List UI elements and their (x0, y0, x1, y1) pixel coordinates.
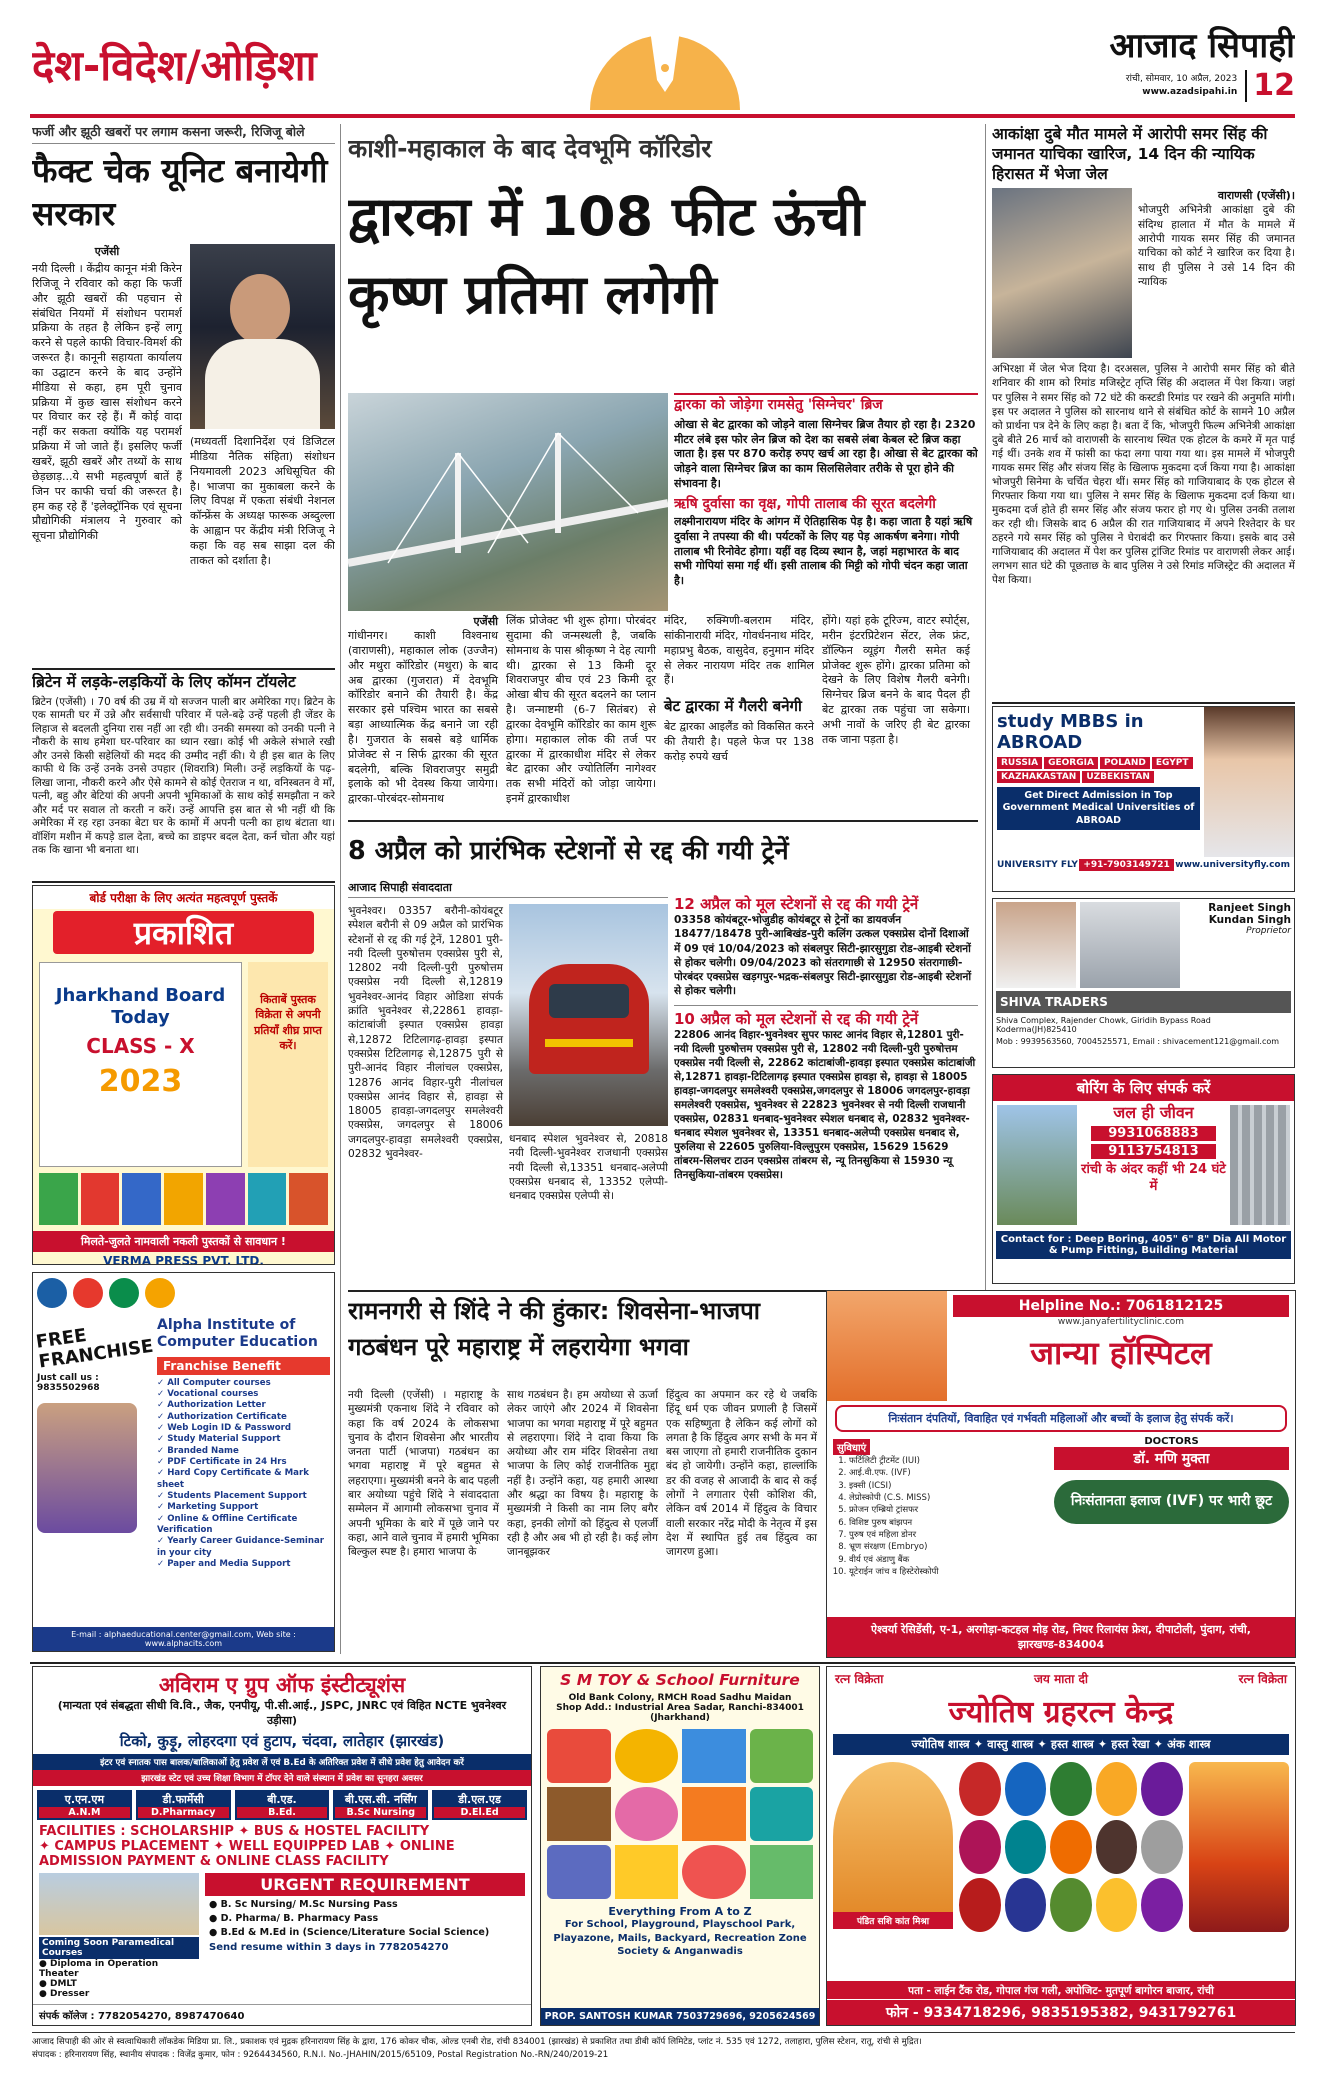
janya-address: ऐश्वर्या रेसिडेंसी, ए-1, अरगोड़ा-कटहल मोड़ रोड, नियर रिलायंस फ्रेश, दीपाटोली, पुंदाग, रांची, झारखण्ड-834004 (827, 1617, 1295, 1657)
pandit-name: पंडित सशि कांत मिश्रा (833, 1912, 953, 1929)
country-badge: RUSSIA (997, 757, 1042, 769)
facility-item: 9. वीर्य एवं अंडाणु बैंक (849, 1554, 1048, 1566)
gemstones (959, 1762, 1183, 1932)
jyotish-left: रत्न विक्रेता (835, 1672, 884, 1686)
box1-body: 03358 कोयंबटूर-भोजुडीह कोयंबटूर से ट्रेनों का डायवर्जन 18477/18478 पुरी-आबिखंड-पुरी कलिंग उत्कल एक्सप्रेस दोनों दिशाओं में 09 एवं 10/04/2023 को संबलपुर सिटी-झारसुगुडा रोड-आइबी स्टेशनों से होकर चलेगी। 09/04/2023 को संतरागाछी से 12950 संतरागाछी-पोरबंदर एक्सप्रेस खड़गपुर-भद्रक-संबलपुर सिटी-झारसुगुडा रोड-आइबी स्टेशनों से होकर चलेगी। (674, 914, 972, 998)
shivsena-headline: रामनगरी से शिंदे ने की हुंकार: शिवसेना-भाजपा गठबंधन पूरे महाराष्ट्र में लहरायेगा भगवा (348, 1297, 761, 1361)
course-name-hindi: डी.फार्मेसी (162, 1792, 204, 1806)
facilities-line-2: ✦ CAMPUS PLACEMENT ✦ WELL EQUIPPED LAB ✦ ONLINE (39, 1838, 455, 1854)
book-cover (39, 962, 242, 1167)
coming-soon: Coming Soon Paramedical Courses (39, 1937, 199, 1959)
rishi-title: ऋषि दुर्वासा का वृक्ष, गोपी तालाब की सूरत बदलेगी (674, 496, 978, 513)
prakashit-ad (32, 885, 335, 1265)
fact-check-article (32, 124, 335, 679)
course-badge (37, 1790, 132, 1820)
country-badge: EGYPT (1152, 757, 1193, 769)
shivsena-col1: नयी दिल्ली (एजेंसी) । महाराष्ट्र के मुख्यमंत्री एकनाथ शिंदे ने रविवार को कहा कि वर्ष 2024 के लोकसभा चुनाव के दौरान शिवसेना और भारतीय जनता पार्टी (भाजपा) गठबंधन का भगवा महाराष्ट्र में पूरे बहुमत से लहराएगा। मुख्यमंत्री बनने के बाद पहली बार अयोध्या पहुंचे शिंदे ने संवाददाता सम्मेलन में आगामी लोकसभा चुनाव में अपनी भूमिका के बारे में पूछे जाने पर कहा, आने वाले चुनाव में हमारी भूमिका बिल्कुल स्पष्ट है। हमारा भाजपा के (348, 1389, 499, 1559)
dwarka-col3: मंदिर, रुक्मिणी-बलराम मंदिर, सांकीनारायी मंदिर, गोवर्धननाथ मंदिर, महाप्रभु बैठक, वासुदेव, हनुमान मंदिर से लेकर नारायण मंदिर तक शामिल हैं। (664, 614, 814, 687)
course-name-english: B.Sc Nursing (335, 1807, 426, 1818)
rishi-body: लक्ष्मीनारायण मंदिर के आंगन में ऐतिहासिक पेड़ है। कहा जाता है यहां ऋषि दुर्वासा ने तपस्या की थी। पर्यटकों के लिए यह पेड़ आकर्षण बनेगा। गोपी तालाब भी रिनोवेट होगा। यहीं वह दिव्य स्थान है, जहां महाभारत के बाद सभी गोपियां समा गई थीं। इसी तालाब की मिट्टी को गोपी चंदन कहा जाता है। (674, 514, 973, 588)
janya-hospital-ad (826, 1290, 1296, 1658)
masthead-rule (30, 114, 1295, 118)
smtoy-tagline-1: Everything From A to Z (608, 1905, 752, 1918)
coming-soon-item: ● Dresser (39, 1988, 90, 1999)
book-class: CLASS - X (86, 1034, 195, 1059)
coming-soon-item: ● Diploma in Operation Theater (39, 1958, 159, 1979)
prakashit-warning: मिलते-जुलते नामवाली नकली पुस्तकों से सावधान ! (33, 1231, 334, 1252)
mbbs-url: www.universityfly.com (1175, 860, 1290, 870)
course-list (33, 1786, 531, 1824)
britain-headline: ब्रिटेन में लड़के-लड़कियों के लिए कॉमन टॉयलेट (32, 673, 296, 691)
facility-item: 3. इक्सी (ICSI) (849, 1480, 1048, 1492)
paper-name-block (1015, 26, 1295, 106)
boring-ad (992, 1074, 1295, 1284)
facility-item: 5. फ्रोजन एम्ब्रियो ट्रांसफर (849, 1504, 1048, 1516)
requirement-list (205, 1896, 525, 1943)
mbbs-ad (992, 706, 1295, 892)
pipes-photo (1230, 1105, 1290, 1225)
student-photo (37, 1403, 137, 1533)
aviram-contact: संपर्क कॉलेज : 7782054270, 8987470640 (33, 2004, 531, 2025)
course-name-hindi: बी.एड. (267, 1792, 297, 1806)
prakashit-title: प्रकाशित (53, 911, 314, 954)
shivsena-body (348, 1388, 818, 1658)
facility-item: 10. यूटेराईन जांच व हिस्टेरोस्कोपी (849, 1566, 1048, 1578)
facility-item: 4. लेप्रोस्कोपी (C.S. MISS) (849, 1492, 1048, 1504)
course-name-english: A.N.M (39, 1807, 130, 1818)
boring-contact: Contact for : Deep Boring, 405" 6" 8" Dia All Motor & Pump Fitting, Building Material (996, 1231, 1291, 1259)
smtoy-tagline-2: For School, Playground, Playschool Park, Playazone, Mails, Backyard, Recreation Zone Society & Anganwadis (553, 1919, 807, 1957)
boring-phone-1: 9931068883 (1091, 1126, 1216, 1141)
britain-body: ब्रिटेन (एजेंसी) । 70 वर्ष की उम्र में यो सज्जन पाली बार अमेरिका गए। ब्रिटेन के एक सामती घर में उन्ने और सर्वसाधी परिवार में पले-बढ़े उन्हें पहली ही जेंडर के लिहाज से बदलती दुनिया रास नहीं आ रही थी। उनकी समस्या को उनकी पत्नी ने नौकरी के साथ हमेशा घर-परिवार का ध्यान रखा। कोई भी अकेले संभाले रखी और उनसे किसी सहेलियों की मदद की उम्मीद नहीं की। ये ही इस बात के लिए काफी थे कि उन्हें उनके उनसे उपहार (शिवरात्रि) मिली। उन्हें लड़कियों के पढ़-लिखा जाना, नौकरी करने और ऐसे कामने से कोई ऐतराज न था, वनिस्बतन वे माँ, पत्नी, बहु और बेटियां की अपनी अपनी भूमिकाओं के साथ कोई समझौता न करे और मर्द पर सवाल तो करती न करें। उन्हें आपत्ति इस बात से भी नहीं थी कि अमेरिका में रह रहा उनका बेटा घर के कामों में अपनी पत्नी का हाथ बंटाता था। वॉशिंग मशीन में कपड़े डाल देता, बच्चे का डाइपर बदल देता, कर्न चोता और यहां तक कि खाना भी बनाता था। (32, 695, 335, 857)
jyotish-phone: फोन - 9334718296, 9835195382, 9431792761 (827, 1999, 1295, 2025)
benefit-item: ✓ All Computer courses (157, 1377, 271, 1388)
boring-phone-2: 9113754813 (1091, 1144, 1216, 1159)
country-list (997, 757, 1200, 783)
divider (992, 702, 1295, 704)
benefit-item: ✓ Yearly Career Guidance-Seminar in your city (157, 1536, 325, 1558)
requirement-item: ● D. Pharma/ B. Pharmacy Pass (209, 1912, 379, 1924)
aviram-strip: इंटर एवं स्नातक पास बालक/बालिकाओं हेतु प्रवेश लें एवं B.Ed के अतिरिक्त प्रवेश में सीधे प्रवेश हेतु आवेदन करें (33, 1754, 531, 1770)
book-strip (33, 1173, 334, 1225)
shiva-traders-ad (992, 898, 1295, 1068)
dwarka-headline-block (348, 178, 978, 388)
sm-toy-ad (540, 1666, 820, 2026)
benefit-item: ✓ Marketing Support (157, 1502, 259, 1513)
benefit-item: ✓ Online & Offline Certificate Verification (157, 1513, 298, 1536)
divider (30, 1662, 1295, 1664)
book-title: Jharkhand Board Today (55, 985, 226, 1028)
course-badge (333, 1790, 428, 1820)
country-badge: GEORGIA (1044, 757, 1098, 769)
benefit-heading: Franchise Benefit (157, 1357, 330, 1375)
dwarka-kicker-block (348, 124, 978, 174)
benefit-item: ✓ Web Login ID & Password (157, 1422, 292, 1433)
mbbs-phone: +91-7903149721 (1079, 859, 1173, 871)
shop-phones: Mob : 9939563560, 7004525571, Email : shivacement121@gmail.com (996, 1037, 1280, 1046)
course-name-hindi: डी.एल.एड (458, 1792, 501, 1806)
alpha-footer: E-mail : alphaeducational.center@gmail.com, Web site : www.alphacits.com (33, 1627, 334, 1651)
paper-name: आजाद सिपाही (1109, 26, 1295, 66)
dwarka-kicker: काशी-महाकाल के बाद देवभूमि कॉरिडोर (348, 124, 978, 174)
dateline: रांची, सोमवार, 10 अप्रैल, 2023 (1125, 74, 1238, 85)
benefit-item: ✓ Study Material Support (157, 1434, 281, 1445)
benefit-item: ✓ Authorization Letter (157, 1400, 266, 1411)
benefit-item: ✓ PDF Certificate in 24 Hrs (157, 1457, 287, 1467)
bet-title: बेट द्वारका में गैलरी बनेगी (664, 697, 802, 716)
country-badge: KAZHAKASTAN (997, 771, 1080, 783)
benefit-item: ✓ Branded Name (157, 1445, 239, 1456)
dwarka-col1: गांधीनगर। काशी विश्वनाथ (वाराणसी), महाकाल लोक (उज्जैन) और मथुरा कॉरिडोर (मथुरा) के बाद अब द्वारका (गुजरात) में देवभूमि कॉरिडोर बनाने की तैयारी है। केंद्र सरकार इसे पश्चिम भारत का सबसे बड़ा आध्यात्मिक केंद्र बनाने जा रही है। गुजरात के सबसे बड़े धार्मिक प्रोजेक्ट से न सिर्फ द्वारका की सूरत बदलेगी, बल्कि शिवराजपुर समुद्री इलाके को भी देवस्थ किया जायेगा। द्वारका-पोरबंदर-सोमनाथ (348, 629, 498, 806)
smtoy-address-2: Shop Add.: Industrial Area Sadar, Ranchi-834001 (Jharkhand) (556, 1703, 804, 1723)
fact-check-body-2: (मध्यवर्ती दिशानिर्देश एवं डिजिटल मीडिया नैतिक संहिता) संशोधन नियमावली 2023 अधिसूचित की है। भाजपा का मुकाबला करने के लिए विपक्ष में एकता संबंधी नेशनल कॉन्फ्रेंस के अध्यक्ष फारूक अब्दुल्ला के आह्वान पर केंद्रीय मंत्री रिजिजू ने कहा कि वह सब साझा दल की ताकत को दर्शाता है। (190, 435, 335, 567)
facility-item: 7. पुरुष एवं महिला डोनर (849, 1529, 1048, 1541)
aviram-title: अविराम ए ग्रुप ऑफ इंस्टीट्यूशंस (158, 1673, 406, 1697)
pen-nib-logo (570, 20, 760, 110)
coming-soon-item: ● DMLT (39, 1978, 77, 1989)
janya-name: जान्या हॉस्पिटल (1030, 1334, 1212, 1372)
proprietor-names: Ranjeet Singh Kundan Singh (1208, 902, 1291, 926)
course-name-english: B.Ed. (237, 1807, 328, 1818)
campus-photo (39, 1873, 199, 1935)
send-resume: Send resume within 3 days in 7782054270 (209, 1942, 449, 1954)
facility-item: 2. आई.वी.एफ. (IVF) (849, 1467, 1048, 1479)
course-badge (235, 1790, 330, 1820)
shivsena-headline-block (348, 1293, 818, 1383)
facilities-line-1: FACILITIES : SCHOLARSHIP ✦ BUS & HOSTEL FACILITY (39, 1823, 430, 1839)
imprint-line-1: आजाद सिपाही की ओर से स्वत्वाधिकारी लॉकडेक मिडिया प्रा. लि., प्रकाशक एवं मुद्रक हरिनारायण सिंह के द्वारा, 176 कोकर चौक, ओल्ड एनबी रोड, रांची 834001 (झारखंड) से प्रकाशित तथा डीबी कॉर्प लिमिटेड, प्लांट नं. 535 एवं 1272, तलाहारा, पुलिस स्टेशन, रातू, रांची से मुद्रित। (32, 2037, 922, 2047)
benefit-item: ✓ Paper and Media Support (157, 1559, 291, 1570)
book-year: 2023 (98, 1064, 183, 1100)
akanksha-body: अभिरक्षा में जेल भेज दिया है। दरअसल, पुलिस ने आरोपी समर सिंह को बीते शनिवार की शाम को रिमांड मजिस्ट्रेट तृप्ति सिंह की अदालत में पेश किया। जहां पर पुलिस ने समर सिंह को 72 घंटे की कस्टडी रिमांड पर रखने की अनुमति मांगी। इस पर अदालत ने पुलिस को सारनाथ थाने से संबंधित कोर्ट के सामने 10 अप्रैल को प्रार्थना पत्र देने के लिए कहा है। बता दें कि, भोजपुरी फिल्म अभिनेत्री आकांक्षा दुबे बीते 26 मार्च को वाराणसी के सारनाथ स्थित एक होटल के कमरे में मृत पाई गई थीं। उनके शव में फांसी का फंदा लगा पाया गया था। इस मामले में भोजपुरी गायक समर सिंह और संजय सिंह के खिलाफ मुकदमा दर्ज किया गया है। आकांक्षा भोजपुरी सिनेमा के चर्चित चेहरा थीं। समर सिंह को गाजियाबाद के एक होटल से गिरफ्तार किया गया था। पुलिस ने समर सिंह के खिलाफ मुकदमा दर्ज किया था। मुकदमा दर्ज होते ही समर सिंह और संजय फरार हो गए थे। पुलिस उनकी तलाश कर रही थी। जिसके बाद 6 अप्रैल की रात गाजियाबाद में अपने रिश्तेदार के घर ठहरने गये समर सिंह को पुलिस ने घेराबंदी कर गिरफ्तार किया। इसके बाद उसे गाजियाबाद की अदालत में पेश कर पुलिस ट्रांजिट रिमांड पर वाराणसी लेकर आई। लगभग सात घंटे की पूछताछ के बाद पुलिस ने उसे रिमांड मजिस्ट्रेट की अदालत में पेश किया। (992, 363, 1295, 587)
divider (32, 668, 335, 670)
borewell-photo (997, 1105, 1077, 1225)
mbbs-brand: UNIVERSITY FLY (997, 860, 1078, 870)
prakashit-top: बोर्ड परीक्षा के लिए अत्यंत महत्वपूर्ण पुस्तकें (33, 886, 334, 909)
shop-name: SHIVA TRADERS (996, 991, 1291, 1013)
dwarka-sidebar (674, 393, 978, 613)
divider (32, 881, 335, 883)
imprint-line-2: संपादक : हरिनारायण सिंह, स्थानीय संपादक : विजेंद्र कुमार, फोन : 9264434560, R.N.I. No.-JHAHIN/2015/65109, Postal Registration No.-RN/240/2019-21 (32, 2049, 609, 2060)
dwarka-body (348, 614, 978, 824)
requirement-item: ● B.Ed & M.Ed in (Science/Literature Social Science) (209, 1927, 490, 1939)
urgent-title: URGENT REQUIREMENT (205, 1873, 525, 1896)
signature-bridge-title: द्वारका को जोड़ेगा रामसेतु 'सिग्नेचर' ब्रिज (674, 393, 978, 416)
aviram-recognition: (मान्यता एवं संबद्धता सीधी वि.वि., जैक, एनपीयू, पी.सी.आई., JSPC, JNRC एवं विहित NCTE भुवनेश्वर उड़ीसा) (57, 1699, 507, 1727)
trains-col2: धनबाद स्पेशल भुवनेश्वर से, 20818 नयी दिल्ली-भुवनेश्वर राजधानी एक्सप्रेस नयी दिल्ली से,13351 धनबाद-अलेप्पी एक्सप्रेस धनबाद से, 13352 एलेप्पी-धनबाद एक्सप्रेस एलेप्पी से। (509, 1133, 668, 1203)
benefit-item: ✓ Authorization Certificate (157, 1411, 287, 1422)
jyotish-right: रत्न विक्रेता (1238, 1672, 1287, 1686)
bet-body: बेट द्वारका आइलैंड को विकसित करने की तैयारी है। पहले फेज पर 138 करोड़ रुपये खर्च (664, 720, 814, 763)
signature-bridge-body: ओखा से बेट द्वारका को जोड़ने वाला सिग्नेचर ब्रिज तैयार हो रहा है। 2320 मीटर लंबे इस फोर लेन ब्रिज को देश का सबसे लंबा केबल स्टे ब्रिज कहा जाता है। इस पर 870 करोड़ रुपए खर्च आ रहा है। ओखा से बेट द्वारका को जोड़ने वाला सिग्नेचर ब्रिज का काम सिलसिलेवार तरीके से पूरा होने की संभावना है। (674, 417, 978, 491)
dwarka-headline: द्वारका में 108 फीट ऊंची कृष्ण प्रतिमा लगेगी (348, 185, 865, 327)
ivf-offer: निःसंतानता इलाज (IVF) पर भारी छूट (1054, 1480, 1289, 1524)
janya-site: www.janyafertilityclinic.com (1057, 1317, 1185, 1327)
press-name: VERMA PRESS PVT. LTD. (103, 1254, 264, 1265)
country-badge: POLAND (1100, 757, 1150, 769)
jyotish-ad (826, 1666, 1296, 2026)
alpha-title: Alpha Institute of Computer Education (157, 1317, 318, 1350)
toys-collage (547, 1729, 813, 1899)
imprint (32, 2032, 1295, 2082)
smtoy-address-1: Old Bank Colony, RMCH Road Sadhu Maidan (568, 1693, 792, 1703)
aviram-places: टिको, कुड़ू, लोहरदगा एवं हुटाप, चंदवा, लातेहार (झारखंड) (119, 1731, 445, 1750)
box1-title: 12 अप्रैल को मूल स्टेशनों से रद्द की गयी ट्रेनें (674, 895, 919, 913)
section-title-block (32, 26, 632, 106)
trains-headline-block (348, 824, 978, 878)
trains-body (348, 880, 668, 1300)
facility-item: 6. विशिष्ट पुरुष बांझपन (849, 1517, 1048, 1529)
smtoy-proprietor: PROP. SANTOSH KUMAR 7503729696, 9205624569 (541, 2008, 819, 2025)
benefit-item: ✓ Students Placement Support (157, 1491, 307, 1502)
aviram-strip-2: झारखंड स्टेट एवं उच्च शिक्षा विभाग में टॉपर देने वाले संस्थान में प्रवेश का सुनहरा अवसर (33, 1770, 531, 1786)
fact-check-kicker: फर्जी और झूठी खबरों पर लगाम कसना जरूरी, रिजिजू बोले (32, 124, 335, 144)
boring-title: बोरिंग के लिए संपर्क करें (993, 1075, 1294, 1101)
arrest-photo (992, 188, 1132, 358)
country-badge: UZBEKISTAN (1082, 771, 1154, 783)
franchise-phone: Just call us : 9835502968 (37, 1372, 100, 1393)
jyotish-mid: जय माता दी (1034, 1672, 1088, 1686)
student-photo (1204, 707, 1294, 857)
dwarka-col4: होंगे। यहां हके टूरिज्म, वाटर स्पोर्ट्स, मरीन इंटरप्रिटेशन सेंटर, लेक फ्रंट, डॉल्फिन व्यूइंग गैलरी समेत कई प्रोजेक्ट शुरू होंगे। द्वारका प्रतिमा को देखने के लिए विशेष गैलरी बनेगी। सिग्नेचर ब्रिज बनने के बाद पैदल ही बेट द्वारका तक पहुंचा जा सकेगा। अभी नावों के जरिए ही बेट द्वारका तक जाना पड़ता है। (822, 614, 970, 746)
coming-soon-list (39, 1959, 199, 1999)
facilities-title: सुविधाएं (833, 1439, 870, 1455)
prakashit-side: किताबें पुस्तक विक्रेता से अपनी प्रतियाँ शीघ्र प्राप्त करें। (248, 962, 328, 1167)
pandit-photo (833, 1762, 953, 1912)
benefit-item: ✓ Vocational courses (157, 1388, 259, 1399)
bridge-photo (348, 393, 668, 611)
shivsena-col2: साथ गठबंधन है। हम अयोध्या से ऊर्जा लेकर जाएंगे और 2024 में शिवसेना भाजपा का भगवा महाराष्ट्र में पूरे बहुमत से लहराएगा। शिंदे ने दावा किया कि अयोध्या और राम मंदिर शिवसेना तथा भाजपा के लिए कोई राजनीतिक मुद्दा नहीं है। उन्होंने कहा, यह हमारी आस्था और श्रद्धा का विषय है। महाराष्ट्र के मुख्यमंत्री ने किसी का नाम लिए बगैर कहा, इनकी लोगों को हिंदुत्व से एलर्जी रही है और अब भी हो रही है। कई लोग जानबूझकर (507, 1389, 658, 1559)
proprietor-photo (996, 902, 1076, 988)
goddess-image (1189, 1762, 1289, 1932)
dwarka-col2: लिंक प्रोजेक्ट भी शुरू होगा। पोरबंदर सुदामा की जन्मस्थली है, जबकि सोमनाथ के पास श्रीकृष्ण ने देह त्यागी थी। द्वारका से 13 किमी दूर शिवराजपुर बीच एवं 23 किमी दूर ओखा बीच की सूरत बदलने का प्लान है। जन्माष्टमी (6-7 सितंबर) से द्वारका देवभूमि कॉरिडोर का काम शुरू होगा। महाकाल लोक की तर्ज पर द्वारका में द्वारकाधीश मंदिर से लेकर बेट द्वारका और ज्योतिर्लिंग नागेश्वर तक सभी मंदिरों को जोड़ा जायेगा। इनमें द्वारकाधीश (506, 614, 656, 806)
doctors-label: DOCTORS (1144, 1436, 1199, 1447)
britain-article (32, 673, 335, 881)
shivsena-col3: हिंदुत्व का अपमान कर रहे थे जबकि हिंदू धर्म एक जीवन प्रणाली है जिसमें एक सहिष्णुता है लेकिन कई लोगों को लगता है कि हिंदुत्व अगर सभी के मन में बस जाएगा तो हमारी राजनीतिक दुकान बंद हो जायेगी। उन्होंने कहा, हाल्लांकि डर की वजह से आजादी के बाद से कई लोगों ने लगातार ऐसी कोशिश की, लेकिन वर्ष 2014 में हिंदुत्व के विचार वाली सरकार नरेंद्र मोदी के नेतृत्व में इस देश में स्थापित हुई तब हिंदुत्व का जागरण हुआ। (666, 1389, 817, 1559)
hospital-building (827, 1291, 947, 1401)
trains-col1: भुवनेश्वर। 03357 बरौनी-कोयंबटूर स्पेशल बरौनी से 09 अप्रैल को प्रारंभिक स्टेशनों से रद्द की गई ट्रेनें, 12801 पुरी-नयी दिल्ली पुरुषोत्तम एक्सप्रेस पुरी से, 12802 नयी दिल्ली-पुरी पुरुषोत्तम एक्सप्रेस नयी दिल्ली से,12819 भुवनेश्वर-आनंद विहार ओडिशा संपर्क क्रांति भुवनेश्वर से,22861 हावड़ा-कांटाबांजी इस्पात एक्सप्रेस हावड़ा से,12872 टिटिलागढ़-हावड़ा इस्पात एक्सप्रेस टिटिलागढ़ से,12875 पुरी से पुरी-आनंद विहार नीलांचल एक्सप्रेस, 12876 आनंद विहार-पुरी नीलांचल एक्सप्रेस आनंद विहार से, हावड़ा से 18005 हावड़ा-जगदलपुर समलेश्वरी एक्सप्रेस, जगदलपुर से 18006 जगदलपुर-हावड़ा समलेश्वरी एक्सप्रेस, 02832 भुवनेश्वर- (348, 905, 503, 1161)
rijiju-photo (190, 244, 335, 429)
trains-byline: आजाद सिपाही संवाददाता (348, 880, 668, 898)
mbbs-title: study MBBS in ABROAD (997, 711, 1144, 753)
course-name-english: D.El.Ed (434, 1807, 525, 1818)
course-name-hindi: ए.एन.एम (64, 1792, 105, 1806)
aviram-ad (32, 1666, 532, 2026)
akanksha-headline: आकांक्षा दुबे मौत मामले में आरोपी समर सिंह की जमानत याचिका खारिज, 14 दिन की न्यायिक हिरासत में भेजा जेल (992, 125, 1268, 184)
boring-tagline: रांची के अंदर कहीं भी 24 घंटे में (1081, 1162, 1226, 1194)
shop-photo (1080, 902, 1180, 988)
train-photo (509, 904, 668, 1126)
janya-helpline: Helpline No.: 7061812125 (953, 1295, 1289, 1317)
jyotish-title: ज्योतिष ग्रहरत्न केन्द्र (948, 1695, 1174, 1730)
alpha-ad (32, 1272, 335, 1652)
section-title: देश-विदेश/ओड़िशा (32, 41, 317, 90)
smtoy-title: S M TOY & School Furniture (560, 1671, 800, 1689)
page-number: 12 (1245, 70, 1295, 102)
box2-body: 22806 आनंद विहार-भुवनेश्वर सुपर फास्ट आनंद विहार से,12801 पुरी-नयी दिल्ली पुरुषोत्तम एक्सप्रेस पुरी से, 12802 नयी दिल्ली-पुरी पुरुषोत्तम एक्सप्रेस नयी दिल्ली से, 22862 कांटाबांजी-हावड़ा इस्पात एक्सप्रेस कांटाबांजी से,12871 हावड़ा-टिटिलागढ़ इस्पात एक्सप्रेस हावड़ा से, हावड़ा से 18005 हावड़ा-जगदलपुर समलेश्वरी एक्सप्रेस,जगदलपुर से 18006 जगदलपुर-हावड़ा समलेश्वरी एक्सप्रेस, भुवनेश्वर से 22823 भुवनेश्वर से नयी दिल्ली राजधानी एक्सप्रेस, 02831 धनबाद-भुवनेश्वर स्पेशल धनबाद से, 02832 भुवनेश्वर-धनबाद स्पेशल भुवनेश्वर से, 13351 धनबाद-अलेप्पी एक्सप्रेस धनबाद से, पुरुलिया से 22605 पुरुलिया-विल्लुपुरम एक्सप्रेस, 15629 15629 तांबरम-सिलचर टाउन एक्सप्रेस तांबरम से, न्यू तिनसुकिया से 15930 न्यू तिनसुकिया-तांबरम एक्सप्रेस। (674, 1028, 976, 1182)
akanksha-dateline: वाराणसी (एजेंसी)। (1217, 189, 1295, 203)
facilities-list (833, 1455, 1048, 1578)
facility-item: 8. भ्रूण संरक्षण (Embryo) (849, 1541, 1048, 1553)
doctor-name: डॉ. मणि मुक्ता (1054, 1447, 1289, 1470)
facilities-line-3: ADMISSION PAYMENT & ONLINE CLASS FACILITY (39, 1853, 389, 1869)
website: www.azadsipahi.in (1142, 87, 1238, 97)
akanksha-lead: भोजपुरी अभिनेत्री आकांक्षा दुबे की संदिग्ध हालात में मौत के मामले में आरोपी गायक समर सिंह की जमानत याचिका को कोर्ट ने खारिज कर दिया है। साथ ही पुलिस ने उसे 14 दिन की न्यायिक (1138, 204, 1295, 288)
jyotish-address: पता - लाईन टैंक रोड, गोपाल गंज गली, अपोजिट- मुतपूर्ण बागोरन बाजार, रांची (827, 1981, 1295, 2001)
mbbs-tagline: Get Direct Admission in Top Government Medical Universities of ABROAD (997, 787, 1200, 830)
course-badge (432, 1790, 527, 1820)
box2-title: 10 अप्रैल को मूल स्टेशनों से रद्द की गयी ट्रेनें (674, 1005, 978, 1028)
requirement-item: ● B. Sc Nursing/ M.Sc Nursing Pass (209, 1898, 398, 1910)
trains-headline: 8 अप्रैल को प्रारंभिक स्टेशनों से रद्द की गयी ट्रेनें (348, 836, 789, 866)
dwarka-byline: एजेंसी (473, 615, 498, 628)
course-name-english: D.Pharmacy (138, 1807, 229, 1818)
proprietor-role: Proprietor (1246, 926, 1291, 936)
column-rule (340, 124, 341, 1654)
benefit-item: ✓ Hard Copy Certificate & Mark sheet (157, 1468, 309, 1490)
byline: एजेंसी (94, 245, 120, 259)
fact-check-body: नयी दिल्ली । केंद्रीय कानून मंत्री किरेन रिजिजू ने रविवार को कहा कि फर्जी और झूठी खबरों की पहचान से संबंधित नियमों में संशोधन परामर्श प्रक्रिया के तहत है लेकिन इन्हें लागू करने से पहले काफी विचार-विमर्श की जरूरत है। कानूनी सहायता कार्यालय का उद्घाटन करने के बाद उन्होंने मीडिया से कहा, हम पूरी चुनाव प्रक्रिया में कुछ खास संशोधन करने पर विचार कर रहे हैं। मैं कोई वादा नहीं कर सकता क्योंकि यह परामर्श प्रक्रिया में जो जाते हैं। इसलिए फर्जी खबरें, झूठी खबरें और तथ्यों के साथ छेड़छाड़...ये सभी महत्वपूर्ण बातें हैं जिन पर काफी चर्चा की जरूरत है। हम कह रहे हैं 'इलेक्ट्रॉनिक एवं सूचना प्रौद्योगिकी मंत्रालय ने गुरुवार को सूचना प्रौद्योगिकी (32, 262, 182, 543)
boring-subtitle: जल ही जीवन (1113, 1103, 1194, 1122)
free-franchise: FREE FRANCHISE (34, 1324, 155, 1373)
divider (348, 820, 978, 822)
course-badge (136, 1790, 231, 1820)
fact-check-headline: फैक्ट चेक यूनिट बनायेगी सरकार (32, 151, 328, 234)
shop-address: Shiva Complex, Rajender Chowk, Giridih Bypass Road Koderma(JH)825410 (996, 1016, 1211, 1034)
facility-item: 1. फर्टिलिटी ट्रीटमेंट (IUI) (849, 1455, 1048, 1467)
course-name-hindi: बी.एस.सी. नर्सिंग (344, 1792, 417, 1806)
janya-tagline: निःसंतान दंपतियों, विवाहित एवं गर्भवती महिलाओं और बच्चों के इलाज हेतु संपर्क करें। (835, 1405, 1287, 1432)
akanksha-article (992, 124, 1295, 704)
benefit-list (157, 1378, 330, 1571)
train-boxes (674, 895, 978, 1300)
jyotish-services: ज्योतिष शास्त्र ✦ वास्तु शास्त्र ✦ हस्त शास्त्र ✦ हस्त रेखा ✦ अंक शास्त्र (833, 1734, 1289, 1755)
